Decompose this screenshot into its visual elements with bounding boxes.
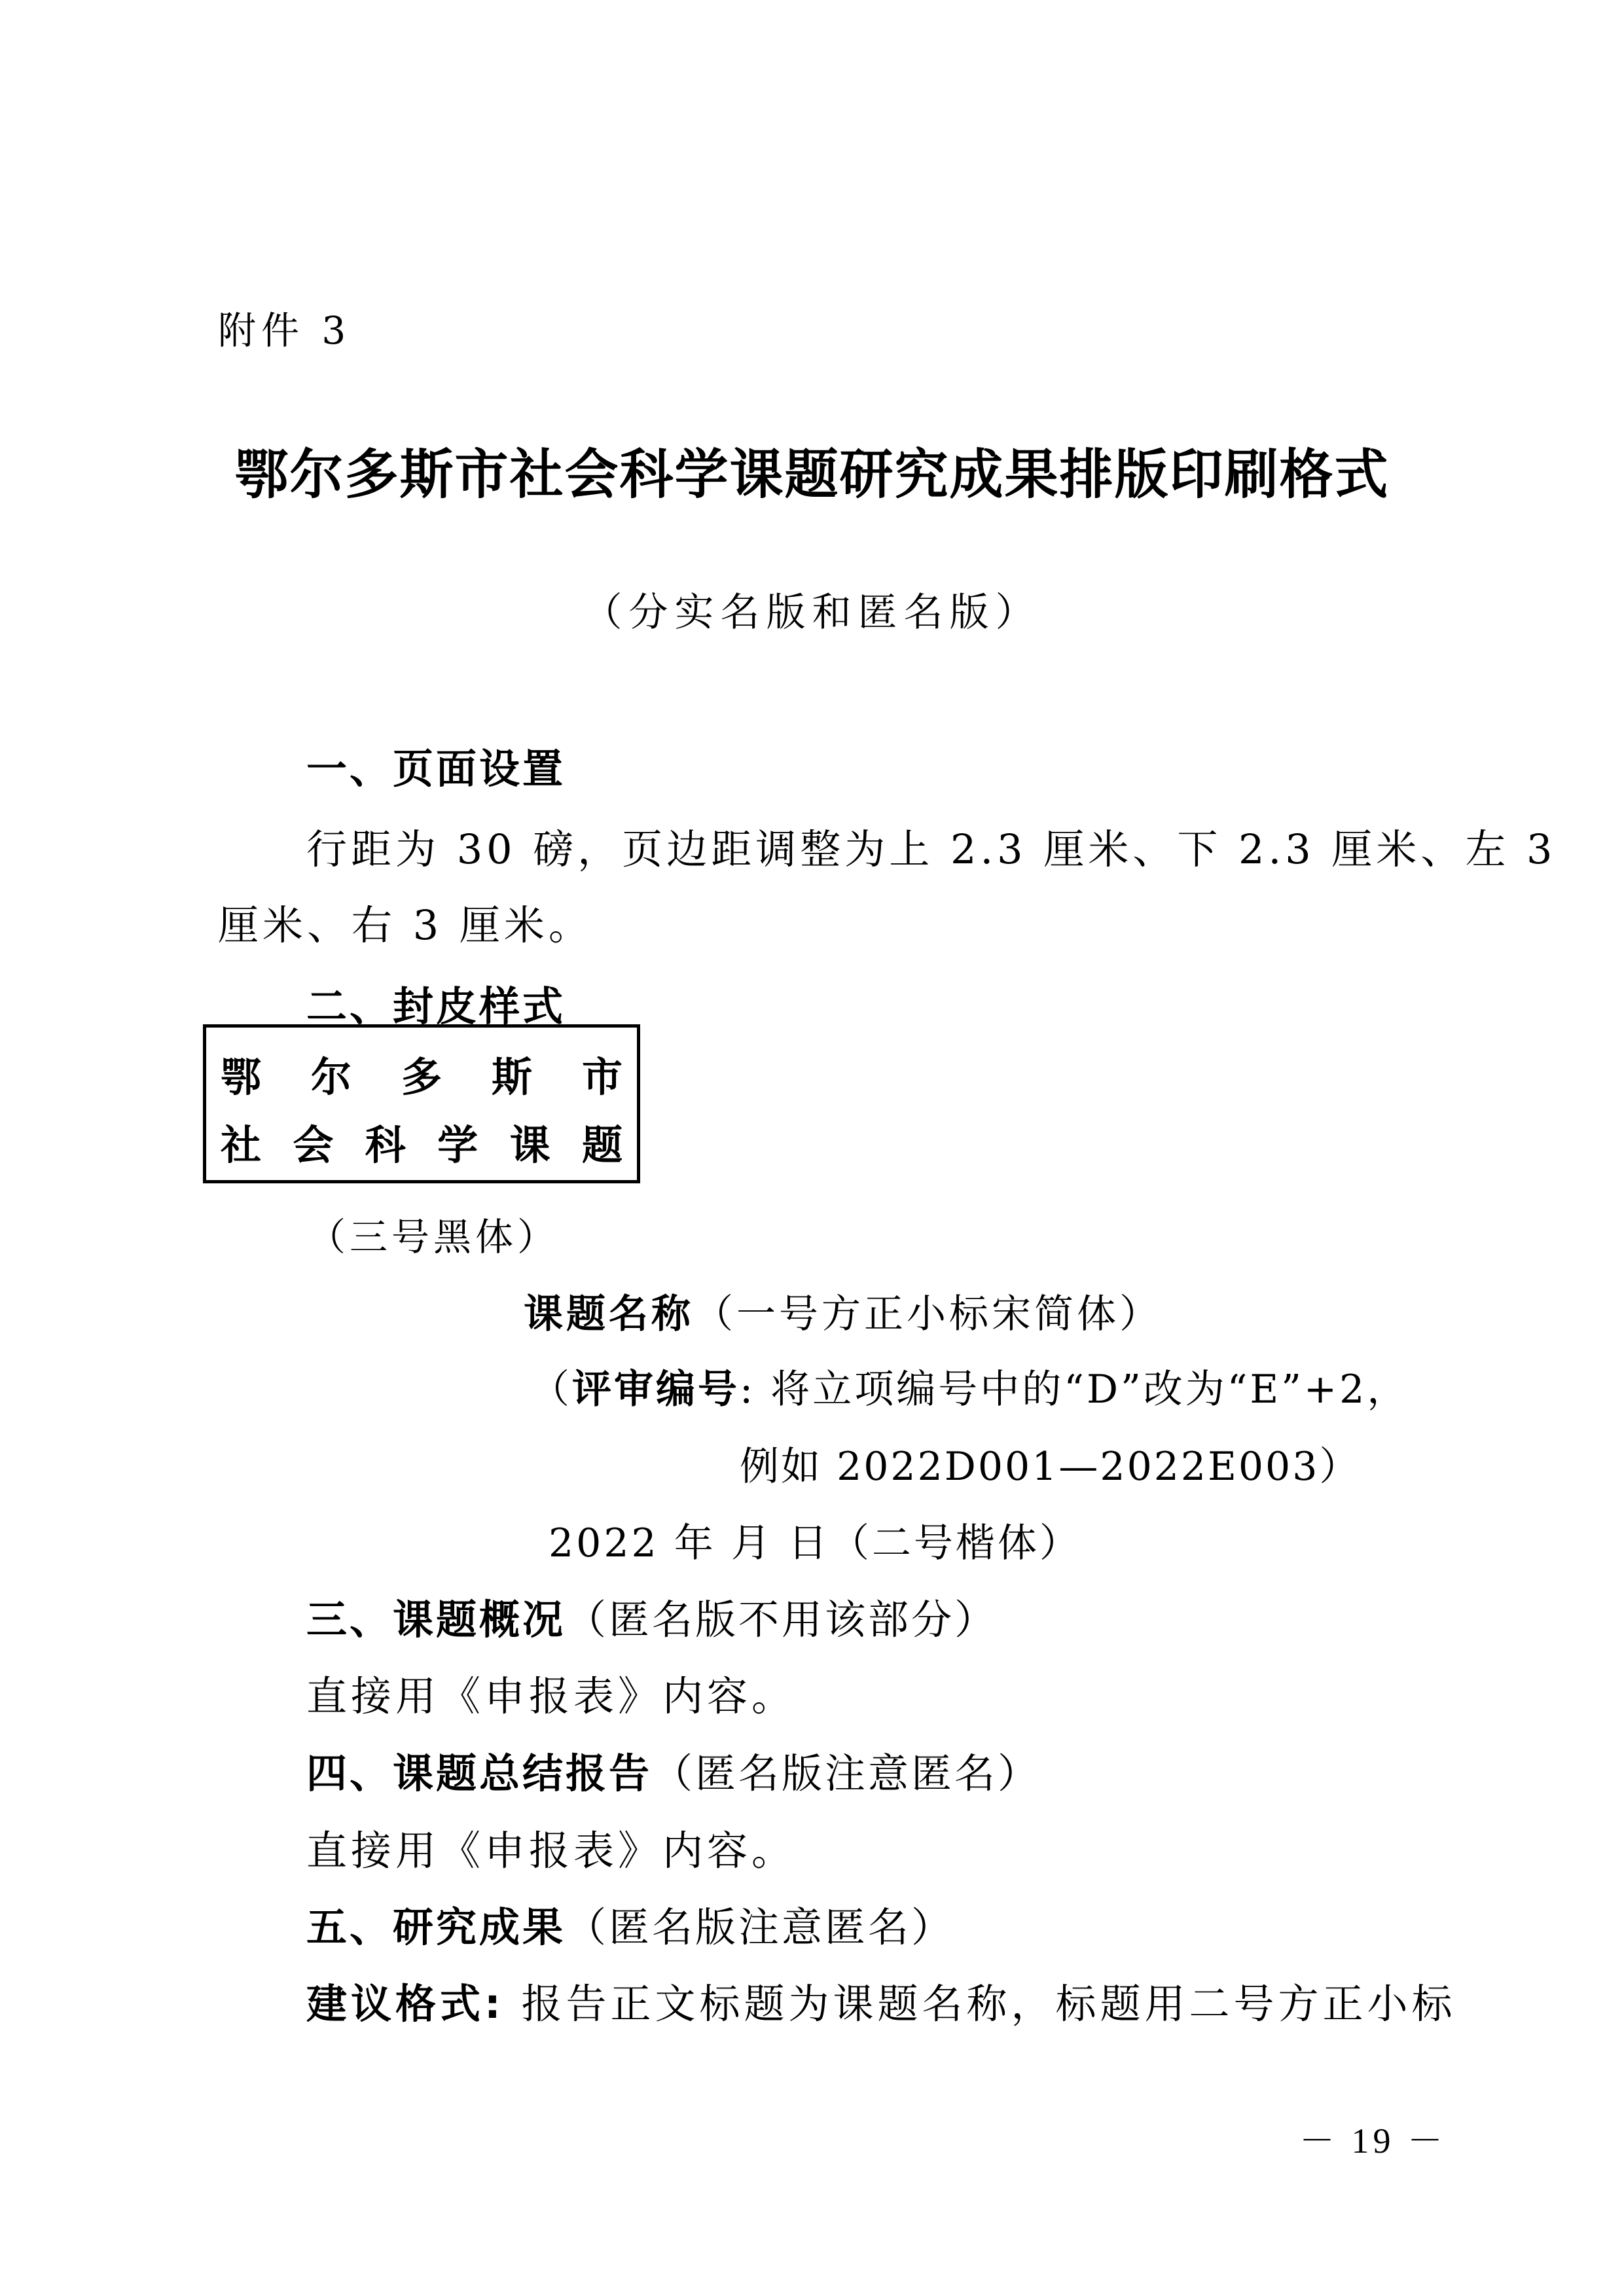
section1-heading: 一、页面设置 <box>306 745 566 793</box>
cover-char: 斯 <box>491 1053 532 1101</box>
review-open-paren: （ <box>530 1367 572 1412</box>
cover-sample-line1 <box>221 1045 623 1103</box>
section1-text-line2: 厘米、右 3 厘米。 <box>218 901 593 949</box>
review-number-example: 例如 2022D001—2022E003） <box>740 1444 1361 1490</box>
topic-name-note: （一号方正小标宋简体） <box>694 1291 1162 1337</box>
review-number-line <box>530 1358 1409 1414</box>
cover-sample-line2 <box>221 1113 623 1171</box>
section5-heading-line <box>306 1895 954 1953</box>
section3-heading: 三、课题概况 <box>306 1596 566 1643</box>
cover-char: 鄂 <box>221 1053 262 1101</box>
format-text: 报告正文标题为课题名称，标题用二号方正小标 <box>504 1980 1456 2028</box>
cover-char: 尔 <box>310 1053 352 1101</box>
section4-heading: 四、课题总结报告 <box>306 1749 653 1797</box>
section4-heading-line <box>306 1741 1041 1799</box>
section5-heading: 五、研究成果 <box>306 1903 566 1951</box>
topic-name-line <box>524 1283 1162 1339</box>
cover-char: 市 <box>581 1053 623 1101</box>
cover-char: 题 <box>581 1121 623 1169</box>
cover-char: 课 <box>509 1121 550 1169</box>
section4-text: 直接用《申报表》内容。 <box>306 1827 797 1874</box>
section4-note: （匿名版注意匿名） <box>652 1749 1041 1797</box>
page-number: － 19 － <box>1299 2121 1447 2161</box>
section3-heading-line <box>306 1587 998 1645</box>
section3-note: （匿名版不用该部分） <box>566 1596 998 1643</box>
section5-note: （匿名版注意匿名） <box>566 1903 955 1951</box>
cover-char: 会 <box>293 1121 334 1169</box>
cover-char: 多 <box>401 1053 442 1101</box>
review-number-text: : 将立项编号中的“D”改为“E”+2， <box>740 1367 1409 1412</box>
cover-char: 学 <box>437 1121 478 1169</box>
document-subtitle: （分实名版和匿名版） <box>583 590 1041 636</box>
cover-char: 科 <box>365 1121 406 1169</box>
section3-text: 直接用《申报表》内容。 <box>306 1672 797 1720</box>
section1-text-line1: 行距为 30 磅，页边距调整为上 2.3 厘米、下 2.3 厘米、左 3 <box>306 825 1557 873</box>
format-label: 建议格式: <box>306 1980 505 2028</box>
section5-format-line <box>306 1971 1456 2030</box>
cover-char: 社 <box>221 1121 262 1169</box>
document-title: 鄂尔多斯市社会科学课题研究成果排版印刷格式 <box>234 443 1390 506</box>
cover-sample-box <box>203 1024 640 1183</box>
review-number-label: 评审编号 <box>572 1367 740 1412</box>
date-line: 2022 年 月 日（二号楷体） <box>549 1520 1081 1566</box>
cover-font-note: （三号黑体） <box>308 1215 560 1259</box>
section2-heading: 二、封皮样式 <box>306 982 566 1030</box>
attachment-label: 附件 3 <box>218 308 352 353</box>
topic-name-label: 课题名称 <box>524 1291 694 1337</box>
